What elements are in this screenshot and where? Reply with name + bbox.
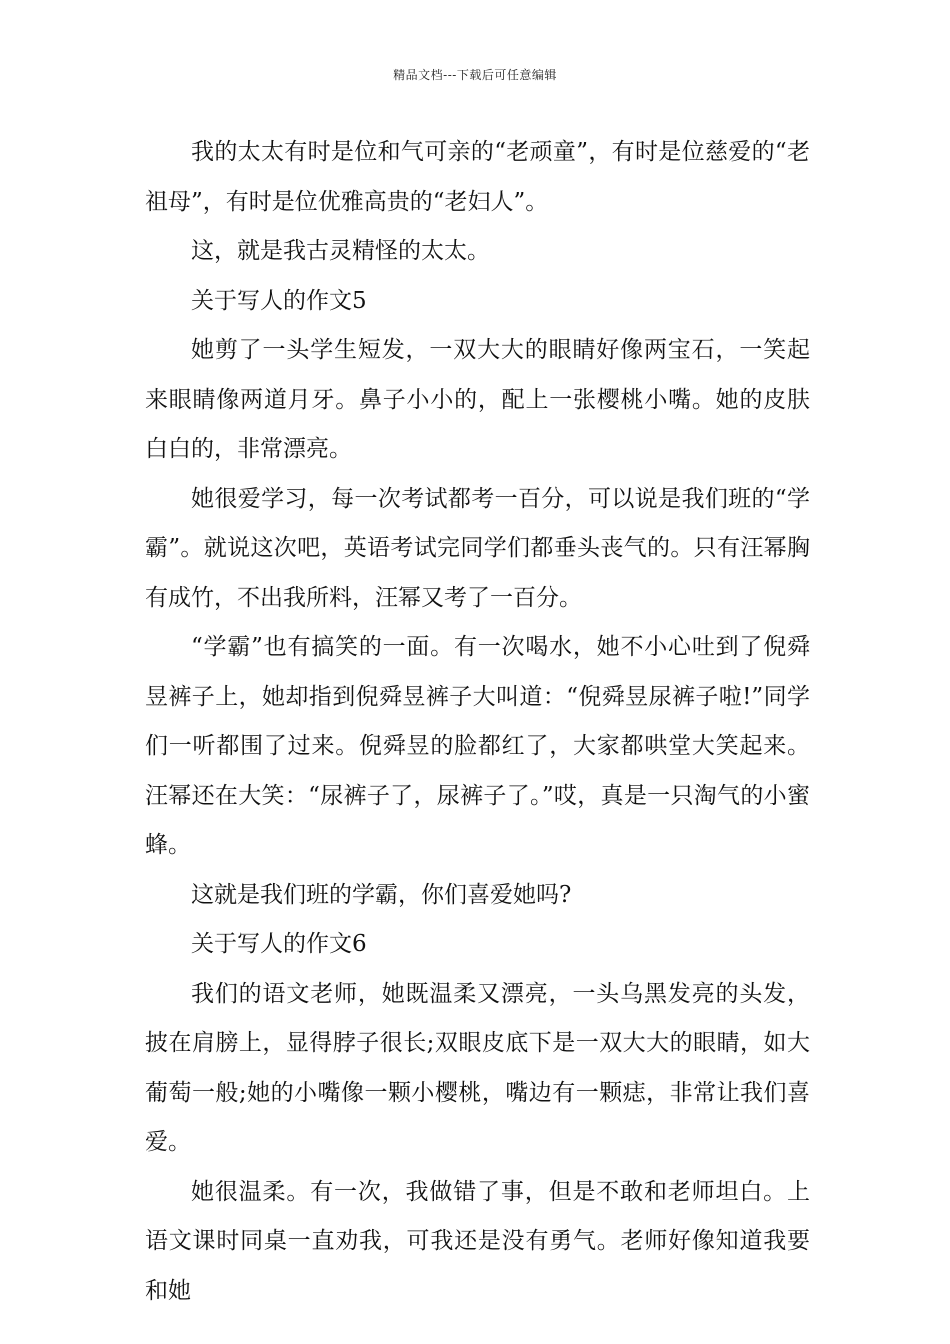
page-header: 精品文档---下载后可任意编辑 — [393, 68, 557, 82]
paragraph: 我的太太有时是位和气可亲的“老顽童”，有时是位慈爱的“老祖母”，有时是位优雅高贵的“老妇人”。 — [145, 139, 810, 215]
section-heading: 关于写人的作文5 — [191, 287, 367, 314]
paragraph: 这就是我们班的学霸，你们喜爱她吗? — [191, 881, 572, 908]
paragraph: 我们的语文老师，她既温柔又漂亮，一头乌黑发亮的头发，披在肩膀上，显得脖子很长;双眼皮底下是一双大大的眼睛，如大葡萄一般;她的小嘴像一颗小樱桃，嘴边有一颗痣，非常让我们喜爱。 — [145, 980, 810, 1155]
paragraph: 她很温柔。有一次，我做错了事，但是不敢和老师坦白。上语文课时同桌一直劝我，可我还是没有勇气。老师好像知道我要和她 — [145, 1178, 810, 1304]
section-heading: 关于写人的作文6 — [191, 931, 367, 957]
document-body — [145, 128, 810, 1316]
paragraph: 这，就是我古灵精怪的太太。 — [191, 238, 490, 264]
paragraph: 她剪了一头学生短发，一双大大的眼睛好像两宝石，一笑起来眼睛像两道月牙。鼻子小小的，配上一张樱桃小嘴。她的皮肤白白的，非常漂亮。 — [145, 337, 810, 462]
paragraph: “学霸”也有搞笑的一面。有一次喝水，她不小心吐到了倪舜昱裤子上，她却指到倪舜昱裤子大叫道：“倪舜昱尿裤子啦!”同学们一听都围了过来。倪舜昱的脸都红了，大家都哄堂大笑起来。汪幂还在大笑：“尿裤子了，尿裤子了。”哎，真是一只淘气的小蜜蜂。 — [145, 634, 810, 858]
paragraph: 她很爱学习，每一次考试都考一百分，可以说是我们班的“学霸”。就说这次吧，英语考试完同学们都垂头丧气的。只有汪幂胸有成竹，不出我所料，汪幂又考了一百分。 — [145, 485, 810, 611]
